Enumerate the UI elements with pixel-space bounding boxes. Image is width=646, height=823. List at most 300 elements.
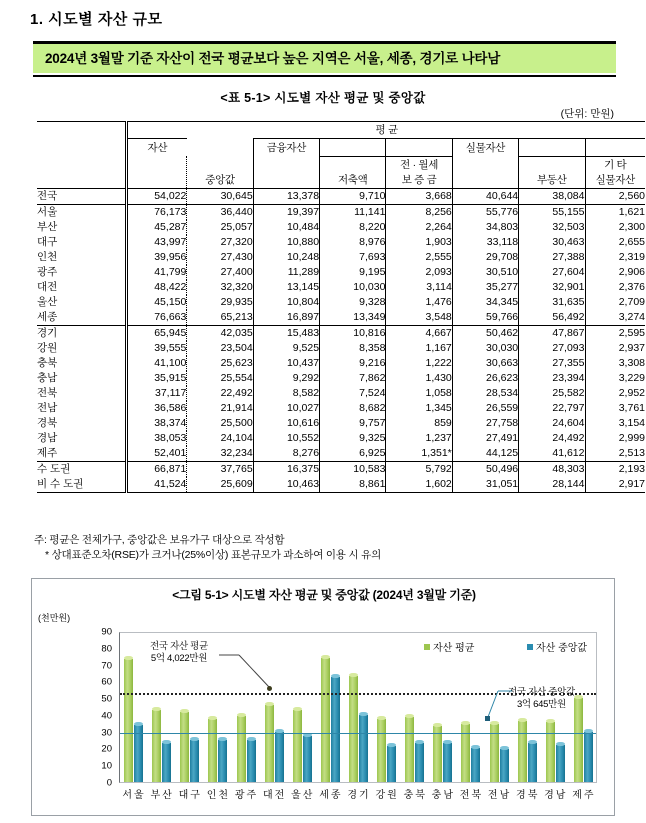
y-tick-label: 10 xyxy=(101,760,112,772)
annotation-average-line1: 전국 자산 평균 xyxy=(150,641,208,652)
cell-median: 30,645 xyxy=(187,188,253,204)
table-row xyxy=(37,416,645,431)
row-label-b: 천 xyxy=(47,250,58,263)
row-label xyxy=(37,461,127,477)
table-row xyxy=(37,401,645,416)
bar-cap xyxy=(546,719,555,723)
cell-median: 36,440 xyxy=(187,204,253,220)
chart-container xyxy=(31,578,615,816)
bar-cap xyxy=(124,656,133,660)
row-label-a: 비 수 도 xyxy=(37,477,74,490)
cell-deposit: 2,264 xyxy=(386,220,452,235)
cell-financial: 9,292 xyxy=(253,371,319,386)
bar-average xyxy=(349,673,358,782)
cell-realestate: 38,084 xyxy=(519,188,585,204)
row-label xyxy=(37,250,127,265)
cell-median: 29,935 xyxy=(187,295,253,310)
bar-median xyxy=(303,733,312,783)
cell-real: 30,663 xyxy=(452,356,518,371)
bar-median xyxy=(218,737,227,782)
bar-cap xyxy=(433,723,442,727)
bar-face xyxy=(162,743,171,782)
bar-face xyxy=(237,716,246,782)
cell-savings: 10,030 xyxy=(320,280,386,295)
cell-savings: 9,195 xyxy=(320,265,386,280)
bar-median xyxy=(387,743,396,782)
table-row xyxy=(37,341,645,356)
cell-median: 25,623 xyxy=(187,356,253,371)
annotation-median-line2: 3억 645만원 xyxy=(516,699,566,710)
bar-face xyxy=(321,658,330,782)
row-label xyxy=(37,401,127,416)
row-label-a: 경 xyxy=(37,326,48,339)
bar-face xyxy=(275,732,284,782)
bar-median xyxy=(443,740,452,782)
cell-other: 2,937 xyxy=(585,341,645,356)
row-label-b: 종 xyxy=(47,310,58,323)
x-tick-label: 대구 xyxy=(178,790,202,801)
cell-asset: 37,117 xyxy=(127,386,187,401)
bar-cap xyxy=(237,713,246,717)
cell-savings: 11,141 xyxy=(320,204,386,220)
header-median: 중앙값 xyxy=(187,156,253,188)
bar-cap xyxy=(152,707,161,711)
annotation-median-line1: 전국 자산 중앙값 xyxy=(508,687,575,698)
cell-real: 31,051 xyxy=(452,477,518,493)
bar-average xyxy=(293,707,302,782)
cell-real: 27,758 xyxy=(452,416,518,431)
cell-financial: 10,880 xyxy=(253,235,319,250)
cell-real: 33,118 xyxy=(452,235,518,250)
bar-average xyxy=(405,714,414,782)
bar-median xyxy=(500,746,509,782)
cell-other: 3,308 xyxy=(585,356,645,371)
bar-average xyxy=(208,716,217,782)
row-label-b: 남 xyxy=(47,431,58,444)
cell-other: 3,274 xyxy=(585,310,645,326)
cell-financial: 8,582 xyxy=(253,386,319,401)
row-label-b: 울 xyxy=(47,205,58,218)
cell-asset: 36,586 xyxy=(127,401,187,416)
bar-cap xyxy=(500,746,509,750)
row-label-a: 수 도 xyxy=(37,462,61,475)
table-row xyxy=(37,446,645,462)
table-unit: (단위: 만원) xyxy=(560,108,614,120)
row-label xyxy=(37,446,127,462)
bar-face xyxy=(415,743,424,782)
cell-realestate: 28,144 xyxy=(519,477,585,493)
cell-savings: 8,682 xyxy=(320,401,386,416)
row-label xyxy=(37,220,127,235)
cell-savings: 6,925 xyxy=(320,446,386,462)
cell-deposit: 3,114 xyxy=(386,280,452,295)
y-tick-label: 0 xyxy=(106,777,112,789)
table-notes xyxy=(34,533,381,563)
cell-real: 50,462 xyxy=(452,325,518,341)
x-tick-label: 충남 xyxy=(431,790,455,801)
cell-other: 2,999 xyxy=(585,431,645,446)
row-label xyxy=(37,188,127,204)
bar-face xyxy=(265,705,274,782)
cell-realestate: 27,093 xyxy=(519,341,585,356)
highlight-banner xyxy=(33,41,616,77)
bar-cap xyxy=(218,737,227,741)
cell-other: 3,229 xyxy=(585,371,645,386)
bar-median xyxy=(190,737,199,782)
bar-face xyxy=(208,719,217,782)
row-label xyxy=(37,416,127,431)
cell-financial: 11,289 xyxy=(253,265,319,280)
cell-median: 42,035 xyxy=(187,325,253,341)
cell-realestate: 56,492 xyxy=(519,310,585,326)
legend-item-average xyxy=(424,639,474,654)
cell-median: 25,057 xyxy=(187,220,253,235)
y-tick-label: 20 xyxy=(101,743,112,755)
row-label-a: 경 xyxy=(37,431,48,444)
table-row xyxy=(37,204,645,220)
cell-median: 24,104 xyxy=(187,431,253,446)
cell-realestate: 41,612 xyxy=(519,446,585,462)
cell-financial: 10,437 xyxy=(253,356,319,371)
bar-average xyxy=(237,713,246,782)
cell-savings: 13,349 xyxy=(320,310,386,326)
annotation-average-line2: 5억 4,022만원 xyxy=(150,653,208,664)
cell-deposit: 1,222 xyxy=(386,356,452,371)
cell-realestate: 32,503 xyxy=(519,220,585,235)
cell-financial: 13,378 xyxy=(253,188,319,204)
header-financial: 금융자산 xyxy=(253,139,319,157)
annotation-median-marker xyxy=(485,716,490,721)
bar-median xyxy=(247,737,256,782)
cell-deposit: 1,058 xyxy=(386,386,452,401)
cell-other: 2,595 xyxy=(585,325,645,341)
y-tick-label: 30 xyxy=(101,727,112,739)
bar-cap xyxy=(471,745,480,749)
bar-face xyxy=(500,749,509,782)
row-label xyxy=(37,477,127,493)
bar-cap xyxy=(321,655,330,659)
table-body xyxy=(37,188,645,492)
x-tick-label: 전북 xyxy=(459,790,484,801)
cell-real: 34,345 xyxy=(452,295,518,310)
row-label-a: 인 xyxy=(37,250,48,263)
cell-financial: 10,248 xyxy=(253,250,319,265)
bar-cap xyxy=(331,674,340,678)
cell-asset: 35,915 xyxy=(127,371,187,386)
cell-other: 2,952 xyxy=(585,386,645,401)
bar-face xyxy=(349,676,358,782)
bar-cap xyxy=(349,673,358,677)
bar-average xyxy=(461,721,470,782)
cell-realestate: 27,604 xyxy=(519,265,585,280)
table-row xyxy=(37,295,645,310)
row-label-b: 주 xyxy=(47,446,58,459)
row-label-a: 충 xyxy=(37,371,48,384)
table-row xyxy=(37,461,645,477)
bar-cap xyxy=(528,740,537,744)
cell-asset: 39,555 xyxy=(127,341,187,356)
bar-face xyxy=(574,698,583,782)
header-deposit-line1: 전 · 월세 xyxy=(400,158,439,171)
bar-cap xyxy=(134,722,143,726)
x-tick-label: 울산 xyxy=(291,790,315,801)
row-label-a: 광 xyxy=(37,265,48,278)
bar-median xyxy=(162,740,171,782)
header-real: 실물자산 xyxy=(452,139,518,157)
cell-realestate: 25,582 xyxy=(519,386,585,401)
row-label xyxy=(37,295,127,310)
cell-savings: 9,757 xyxy=(320,416,386,431)
cell-financial: 15,483 xyxy=(253,325,319,341)
bar-face xyxy=(471,748,480,782)
x-tick-label: 인천 xyxy=(206,790,231,801)
table-row xyxy=(37,386,645,401)
cell-realestate: 23,394 xyxy=(519,371,585,386)
cell-median: 25,500 xyxy=(187,416,253,431)
bar-cap xyxy=(443,740,452,744)
bar-average xyxy=(377,716,386,782)
legend-swatch-average xyxy=(424,644,430,650)
row-label-a: 제 xyxy=(37,446,48,459)
bar-median xyxy=(359,712,368,782)
cell-financial: 10,463 xyxy=(253,477,319,493)
cell-other: 3,761 xyxy=(585,401,645,416)
cell-savings: 9,325 xyxy=(320,431,386,446)
y-tick-label: 60 xyxy=(101,676,112,688)
cell-real: 30,030 xyxy=(452,341,518,356)
cell-asset: 45,150 xyxy=(127,295,187,310)
cell-deposit: 8,256 xyxy=(386,204,452,220)
header-deposit-line2: 보 증 금 xyxy=(401,173,437,186)
cell-deposit: 1,345 xyxy=(386,401,452,416)
x-tick-label: 전남 xyxy=(487,790,512,801)
x-tick-label: 서울 xyxy=(122,790,146,801)
y-tick-label: 70 xyxy=(101,660,112,672)
bar-face xyxy=(377,719,386,782)
cell-realestate: 31,635 xyxy=(519,295,585,310)
cell-asset: 39,956 xyxy=(127,250,187,265)
cell-other: 2,319 xyxy=(585,250,645,265)
cell-financial: 10,616 xyxy=(253,416,319,431)
bar-cap xyxy=(247,737,256,741)
row-label-b: 권 xyxy=(60,462,71,475)
row-label-b: 산 xyxy=(47,220,58,233)
annotation-average-marker xyxy=(267,686,272,691)
cell-financial: 13,145 xyxy=(253,280,319,295)
table-row xyxy=(37,325,645,341)
cell-savings: 7,862 xyxy=(320,371,386,386)
table-row xyxy=(37,250,645,265)
cell-savings: 10,583 xyxy=(320,461,386,477)
cell-deposit: 1,351* xyxy=(386,446,452,462)
cell-asset: 48,422 xyxy=(127,280,187,295)
cell-other: 2,917 xyxy=(585,477,645,493)
legend-label-average: 자산 평균 xyxy=(433,643,475,654)
bar-average xyxy=(152,707,161,782)
table-row xyxy=(37,477,645,493)
cell-savings: 9,216 xyxy=(320,356,386,371)
bar-median xyxy=(556,742,565,782)
cell-realestate: 27,388 xyxy=(519,250,585,265)
header-realestate: 부동산 xyxy=(519,156,585,188)
header-asset: 자산 xyxy=(127,139,187,189)
header-deposit xyxy=(386,156,452,188)
bar-face xyxy=(518,721,527,782)
cell-median: 27,430 xyxy=(187,250,253,265)
cell-asset: 65,945 xyxy=(127,325,187,341)
cell-real: 59,766 xyxy=(452,310,518,326)
cell-deposit: 859 xyxy=(386,416,452,431)
bar-cap xyxy=(556,742,565,746)
bar-cap xyxy=(190,737,199,741)
bar-face xyxy=(303,736,312,783)
bar-median xyxy=(584,729,593,782)
table-header-row-2 xyxy=(37,139,645,157)
x-tick-label: 세종 xyxy=(319,790,343,801)
cell-deposit: 1,167 xyxy=(386,341,452,356)
cell-financial: 19,397 xyxy=(253,204,319,220)
row-label-a: 울 xyxy=(37,295,48,308)
annotation-national-median xyxy=(508,687,575,711)
cell-asset: 43,997 xyxy=(127,235,187,250)
row-label-b: 원 xyxy=(47,341,58,354)
bar-average xyxy=(265,702,274,782)
annotation-average-leader xyxy=(217,653,287,695)
cell-savings: 8,358 xyxy=(320,341,386,356)
table-row xyxy=(37,188,645,204)
y-tick-label: 80 xyxy=(101,643,112,655)
cell-deposit: 1,476 xyxy=(386,295,452,310)
bar-face xyxy=(190,740,199,782)
x-tick-label: 광주 xyxy=(234,790,259,801)
cell-other: 3,154 xyxy=(585,416,645,431)
table-header-row-1 xyxy=(37,122,645,139)
cell-real: 26,623 xyxy=(452,371,518,386)
cell-realestate: 30,463 xyxy=(519,235,585,250)
bar-average xyxy=(574,695,583,782)
row-label xyxy=(37,235,127,250)
row-label-b: 남 xyxy=(47,401,58,414)
cell-savings: 9,710 xyxy=(320,188,386,204)
table-row xyxy=(37,235,645,250)
row-label-b: 주 xyxy=(47,265,58,278)
row-label-a: 경 xyxy=(37,416,48,429)
row-label-b: 국 xyxy=(47,189,58,202)
row-label-a: 대 xyxy=(37,235,48,248)
row-label-a: 충 xyxy=(37,356,48,369)
bar-face xyxy=(152,710,161,782)
cell-asset: 38,374 xyxy=(127,416,187,431)
header-average-group: 평 균 xyxy=(127,122,645,139)
y-tick-label: 90 xyxy=(101,626,112,638)
cell-real: 34,803 xyxy=(452,220,518,235)
bar-average xyxy=(433,723,442,782)
cell-financial: 10,027 xyxy=(253,401,319,416)
cell-deposit: 1,237 xyxy=(386,431,452,446)
bar-face xyxy=(387,746,396,782)
x-tick-label: 경남 xyxy=(544,790,568,801)
row-label-b: 전 xyxy=(47,280,58,293)
cell-other: 2,376 xyxy=(585,280,645,295)
bar-group xyxy=(317,633,345,782)
cell-savings: 7,524 xyxy=(320,386,386,401)
cell-asset: 54,022 xyxy=(127,188,187,204)
bar-face xyxy=(218,740,227,782)
legend-swatch-median xyxy=(527,644,533,650)
row-label-a: 전 xyxy=(37,189,48,202)
table-row xyxy=(37,310,645,326)
cell-asset: 66,871 xyxy=(127,461,187,477)
cell-savings: 9,328 xyxy=(320,295,386,310)
legend-item-median xyxy=(527,639,587,654)
x-tick-label: 강원 xyxy=(375,790,399,801)
row-label xyxy=(37,431,127,446)
cell-asset: 76,173 xyxy=(127,204,187,220)
bar-cap xyxy=(461,721,470,725)
bar-cap xyxy=(208,716,217,720)
cell-deposit: 2,093 xyxy=(386,265,452,280)
bar-average xyxy=(124,656,133,782)
bar-cap xyxy=(405,714,414,718)
cell-asset: 41,100 xyxy=(127,356,187,371)
bar-median xyxy=(275,729,284,782)
x-tick-label: 충북 xyxy=(403,790,427,801)
cell-financial: 16,375 xyxy=(253,461,319,477)
cell-deposit: 1,903 xyxy=(386,235,452,250)
bar-group xyxy=(345,633,373,782)
bar-face xyxy=(584,732,593,782)
row-label-a: 서 xyxy=(37,205,48,218)
cell-other: 2,300 xyxy=(585,220,645,235)
cell-realestate: 55,155 xyxy=(519,204,585,220)
bar-median xyxy=(331,674,340,782)
cell-other: 2,193 xyxy=(585,461,645,477)
cell-financial: 9,525 xyxy=(253,341,319,356)
bar-face xyxy=(293,710,302,782)
cell-financial: 10,804 xyxy=(253,295,319,310)
bar-face xyxy=(405,717,414,782)
x-tick-label: 대전 xyxy=(262,790,287,801)
bar-cap xyxy=(265,702,274,706)
cell-realestate: 32,901 xyxy=(519,280,585,295)
note-1: 주: 평균은 전체가구, 중앙값은 보유가구 대상으로 작성함 xyxy=(34,534,285,546)
row-label-a: 부 xyxy=(37,220,48,233)
header-other-line1: 기 타 xyxy=(604,158,627,171)
bar-group xyxy=(401,633,429,782)
row-label-b: 북 xyxy=(47,386,58,399)
cell-realestate: 48,303 xyxy=(519,461,585,477)
cell-asset: 52,401 xyxy=(127,446,187,462)
bar-face xyxy=(528,743,537,782)
cell-asset: 76,663 xyxy=(127,310,187,326)
x-tick-label: 부산 xyxy=(150,790,174,801)
cell-median: 21,914 xyxy=(187,401,253,416)
cell-other: 1,621 xyxy=(585,204,645,220)
bar-face xyxy=(124,659,133,782)
bar-face xyxy=(247,740,256,782)
row-label xyxy=(37,386,127,401)
bar-average xyxy=(546,719,555,782)
cell-real: 35,277 xyxy=(452,280,518,295)
cell-real: 40,644 xyxy=(452,188,518,204)
bar-face xyxy=(443,743,452,782)
cell-median: 27,320 xyxy=(187,235,253,250)
bar-face xyxy=(180,712,189,782)
cell-real: 55,776 xyxy=(452,204,518,220)
cell-median: 25,554 xyxy=(187,371,253,386)
cell-realestate: 24,604 xyxy=(519,416,585,431)
y-tick-label: 50 xyxy=(101,693,112,705)
